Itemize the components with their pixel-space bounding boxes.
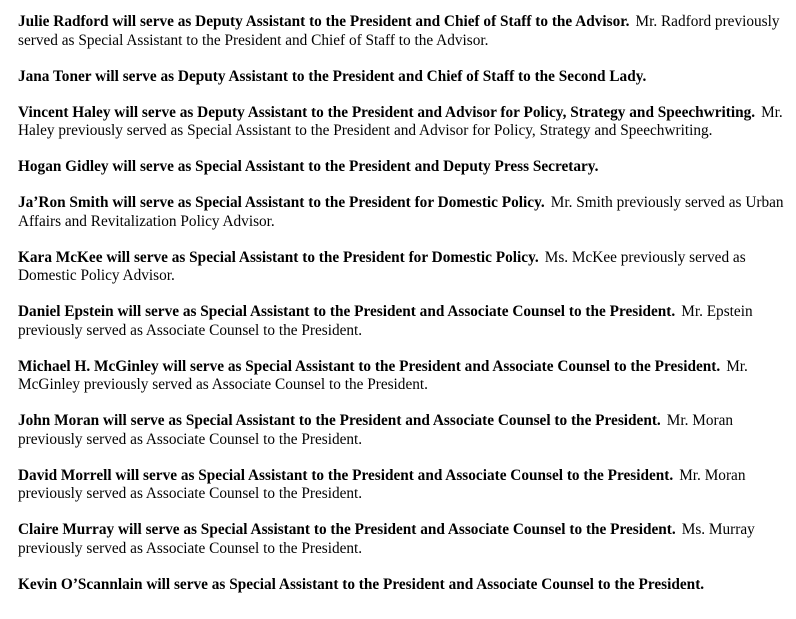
entry-jaron-smith: [18, 194, 788, 231]
detail-text: Ms. McKee previously served as Domestic Policy Advisor.: [18, 248, 746, 284]
entry-michael-mcginley: [18, 358, 788, 395]
detail-text: Mr. Haley previously served as Special Assistant to the President and Advisor for Policy, Strategy and Speechwriting.: [18, 103, 783, 139]
appointment-text: Kevin O’Scannlain will serve as Special Assistant to the President and Associate Counsel to the President.: [18, 575, 705, 593]
appointment-text: Daniel Epstein will serve as Special Assistant to the President and Associate Counsel to the President.: [18, 303, 676, 320]
appointment-text: Jana Toner will serve as Deputy Assistant to the President and Chief of Staff to the Second Lady.: [18, 67, 647, 85]
appointment-text: Vincent Haley will serve as Deputy Assistant to the President and Advisor for Policy, Strategy and Speechwriting.: [18, 103, 756, 121]
entry-hogan-gidley: [18, 158, 788, 177]
entry-vincent-haley: [18, 104, 788, 141]
appointment-text: Kara McKee will serve as Special Assistant to the President for Domestic Policy.: [18, 248, 539, 266]
appointment-text: Hogan Gidley will serve as Special Assistant to the President and Deputy Press Secretary.: [18, 158, 599, 175]
entry-john-moran: [18, 412, 788, 449]
detail-text: Mr. Epstein previously served as Associate Counsel to the President.: [18, 303, 753, 339]
entry-david-morrell: [18, 467, 788, 504]
entry-jana-toner: [18, 68, 788, 87]
detail-text: Ms. Murray previously served as Associate Counsel to the President.: [18, 521, 755, 557]
appointment-text: David Morrell will serve as Special Assistant to the President and Associate Counsel to the President.: [18, 466, 674, 484]
document-body: [18, 13, 788, 612]
appointment-text: Claire Murray will serve as Special Assistant to the President and Associate Counsel to the President.: [18, 521, 676, 538]
appointment-text: Julie Radford will serve as Deputy Assistant to the President and Chief of Staff to the Advisor.: [18, 13, 630, 30]
detail-text: Mr. Radford previously served as Special Assistant to the President and Chief of Staff to the Advisor.: [18, 13, 780, 49]
entry-kevin-oscannlain: [18, 576, 788, 595]
entry-daniel-epstein: [18, 303, 788, 340]
detail-text: Mr. Moran previously served as Associate Counsel to the President.: [18, 466, 746, 502]
detail-text: Mr. Smith previously served as Urban Affairs and Revitalization Policy Advisor.: [18, 194, 784, 230]
detail-text: Mr. Moran previously served as Associate Counsel to the President.: [18, 412, 734, 448]
entry-julie-radford: [18, 13, 788, 50]
appointment-text: Ja’Ron Smith will serve as Special Assistant to the President for Domestic Policy.: [18, 194, 545, 211]
detail-text: Mr. McGinley previously served as Associate Counsel to the President.: [18, 357, 748, 393]
entry-claire-murray: [18, 521, 788, 558]
entry-kara-mckee: [18, 249, 788, 286]
appointment-text: John Moran will serve as Special Assistant to the President and Associate Counsel to the President.: [18, 412, 661, 429]
appointment-text: Michael H. McGinley will serve as Special Assistant to the President and Associate Counsel to the President.: [18, 357, 721, 375]
